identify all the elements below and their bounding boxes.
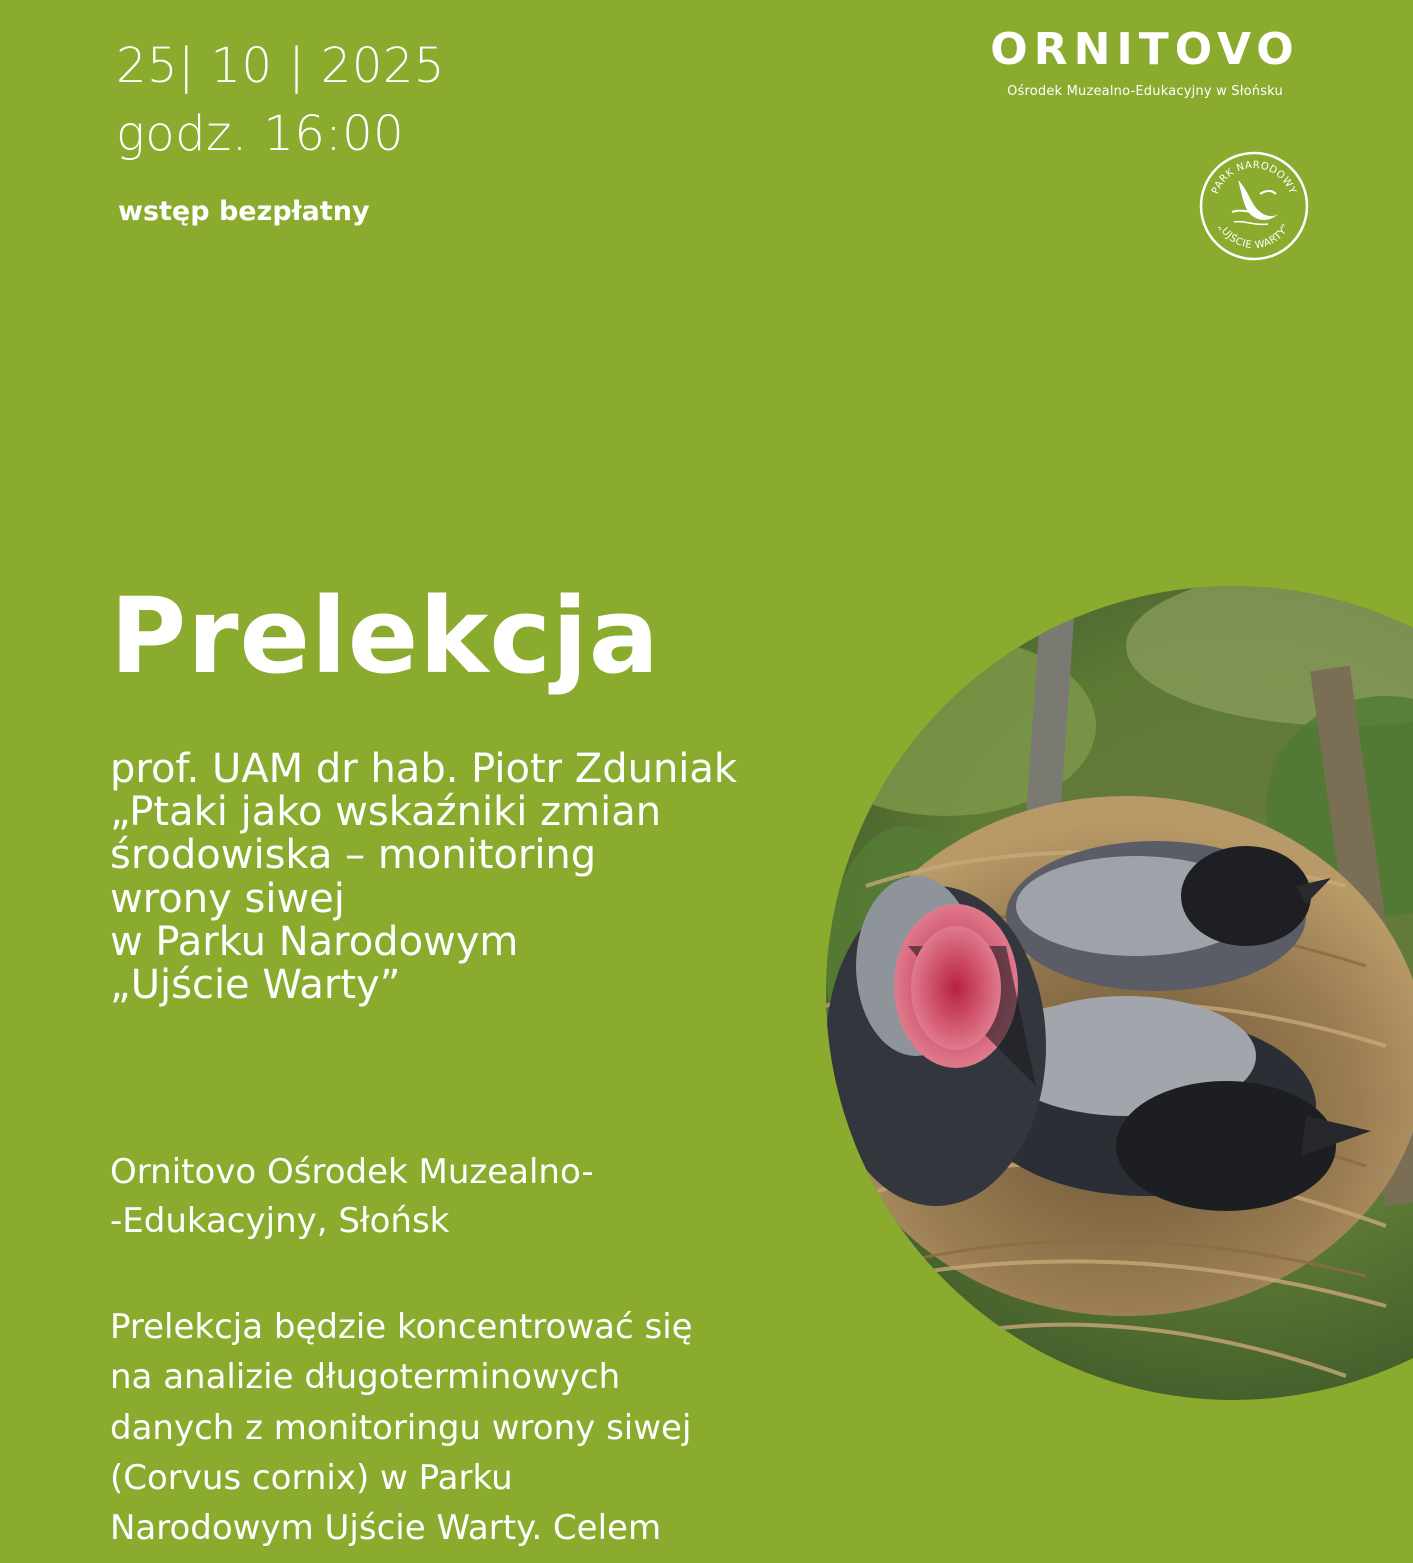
topic-line: środowiska – monitoring <box>110 832 597 879</box>
bird-logo-icon <box>1198 150 1310 262</box>
description-line: (Corvus cornix) w Parku <box>110 1457 513 1498</box>
event-date: 25| 10 | 2025 <box>116 38 445 94</box>
description-line: Prelekcja będzie koncentrować się <box>110 1307 693 1347</box>
crow-nest-photo <box>826 586 1413 1400</box>
speaker-line: prof. UAM dr hab. Piotr Zduniak <box>110 746 738 792</box>
page-title: Prelekcja <box>110 575 660 697</box>
description-line: Narodowym Ujście Warty. Celem <box>110 1508 662 1549</box>
svg-text:„UJŚCIE WARTY” <box>1216 222 1293 251</box>
park-logo-top-text: PARK NARODOWY <box>1210 159 1298 196</box>
location-line: -Edukacyjny, Słońsk <box>110 1201 450 1242</box>
park-logo-bottom-text: „UJŚCIE WARTY” <box>1215 222 1293 252</box>
description-line: danych z monitoringu wrony siwej <box>110 1407 692 1448</box>
brand-logo <box>975 24 1315 99</box>
topic-line: w Parku Narodowym <box>110 918 519 965</box>
description <box>110 1302 830 1554</box>
location <box>110 1148 594 1247</box>
topic-line: „Ptaki jako wskaźniki zmian <box>110 789 662 836</box>
location-line: Ornitovo Ośrodek Muzealno- <box>110 1152 594 1192</box>
park-logo <box>1198 150 1310 262</box>
topic-line: wrony siwej <box>110 875 345 922</box>
event-time: godz. 16:00 <box>116 106 405 162</box>
speaker-topic <box>110 748 890 1007</box>
topic-line: „Ujście Warty” <box>110 961 401 1008</box>
entry-info: wstęp bezpłatny <box>118 196 370 227</box>
brand-name: ORNITOVO <box>990 24 1300 75</box>
brand-subtitle: Ośrodek Muzealno-Edukacyjny w Słońsku <box>1007 84 1283 99</box>
description-line: na analizie długoterminowych <box>110 1357 621 1398</box>
svg-text:PARK NARODOWY <box>1210 160 1298 196</box>
